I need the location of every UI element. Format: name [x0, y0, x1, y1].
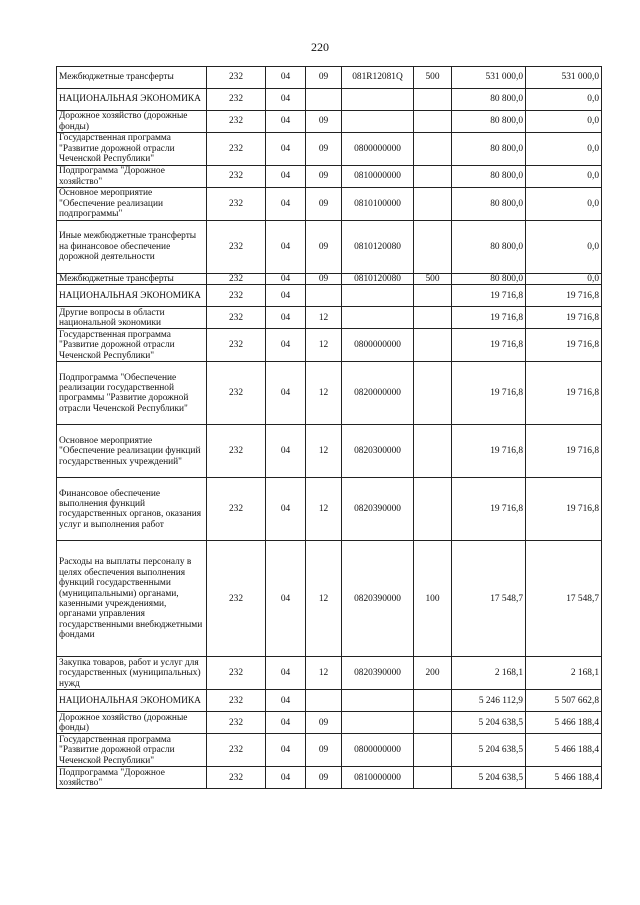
row-expense-type: 100 — [414, 541, 452, 657]
row-grbs-code: 232 — [207, 657, 266, 690]
row-grbs-code: 232 — [207, 541, 266, 657]
row-target-article — [342, 307, 414, 329]
row-expense-type: 500 — [414, 67, 452, 89]
row-target-article: 0800000000 — [342, 133, 414, 166]
row-section-code: 04 — [266, 712, 306, 734]
row-amount-year-2: 0,0 — [526, 221, 602, 274]
row-name: НАЦИОНАЛЬНАЯ ЭКОНОМИКА — [57, 690, 207, 712]
table-row — [57, 89, 602, 111]
row-target-article: 0800000000 — [342, 734, 414, 767]
row-name: Государственная программа "Развитие дорожной отрасли Чеченской Республики" — [57, 734, 207, 767]
row-amount-year-1: 19 716,8 — [452, 362, 526, 425]
row-amount-year-2: 19 716,8 — [526, 329, 602, 362]
row-name: Иные межбюджетные трансферты на финансовое обеспечение дорожной деятельности — [57, 221, 207, 274]
row-amount-year-1: 2 168,1 — [452, 657, 526, 690]
row-target-article: 0820000000 — [342, 362, 414, 425]
row-subsection-code: 09 — [306, 67, 342, 89]
row-subsection-code: 12 — [306, 329, 342, 362]
row-target-article: 0810000000 — [342, 166, 414, 188]
row-target-article: 0810120080 — [342, 221, 414, 274]
row-subsection-code — [306, 285, 342, 307]
table-row — [57, 329, 602, 362]
row-amount-year-1: 80 800,0 — [452, 221, 526, 274]
row-amount-year-2: 17 548,7 — [526, 541, 602, 657]
row-section-code: 04 — [266, 329, 306, 362]
row-amount-year-2: 5 466 188,4 — [526, 712, 602, 734]
row-expense-type: 500 — [414, 274, 452, 285]
row-grbs-code: 232 — [207, 67, 266, 89]
table-row — [57, 734, 602, 767]
row-expense-type — [414, 307, 452, 329]
table-row — [57, 712, 602, 734]
row-section-code: 04 — [266, 767, 306, 789]
row-name: Основное мероприятие "Обеспечение реализации подпрограммы" — [57, 188, 207, 221]
budget-table — [56, 66, 602, 789]
row-amount-year-2: 0,0 — [526, 166, 602, 188]
row-grbs-code: 232 — [207, 188, 266, 221]
row-target-article: 0810120080 — [342, 274, 414, 285]
row-subsection-code: 09 — [306, 734, 342, 767]
row-target-article — [342, 111, 414, 133]
row-amount-year-1: 80 800,0 — [452, 166, 526, 188]
row-name: Государственная программа "Развитие дорожной отрасли Чеченской Республики" — [57, 329, 207, 362]
row-target-article: 0820390000 — [342, 541, 414, 657]
row-amount-year-1: 19 716,8 — [452, 425, 526, 478]
row-amount-year-2: 19 716,8 — [526, 425, 602, 478]
row-name: Подпрограмма "Дорожное хозяйство" — [57, 767, 207, 789]
row-subsection-code: 09 — [306, 166, 342, 188]
row-grbs-code: 232 — [207, 111, 266, 133]
row-amount-year-1: 5 204 638,5 — [452, 712, 526, 734]
row-section-code: 04 — [266, 89, 306, 111]
row-subsection-code: 12 — [306, 541, 342, 657]
row-section-code: 04 — [266, 307, 306, 329]
row-section-code: 04 — [266, 133, 306, 166]
row-amount-year-2: 19 716,8 — [526, 362, 602, 425]
row-subsection-code: 09 — [306, 712, 342, 734]
row-grbs-code: 232 — [207, 133, 266, 166]
row-expense-type — [414, 111, 452, 133]
row-amount-year-1: 19 716,8 — [452, 307, 526, 329]
row-expense-type — [414, 425, 452, 478]
row-amount-year-1: 5 204 638,5 — [452, 767, 526, 789]
row-section-code: 04 — [266, 111, 306, 133]
row-name: Государственная программа "Развитие дорожной отрасли Чеченской Республики" — [57, 133, 207, 166]
row-grbs-code: 232 — [207, 478, 266, 541]
row-subsection-code — [306, 690, 342, 712]
row-target-article — [342, 690, 414, 712]
row-name: Другие вопросы в области национальной экономики — [57, 307, 207, 329]
row-name: НАЦИОНАЛЬНАЯ ЭКОНОМИКА — [57, 89, 207, 111]
table-row — [57, 425, 602, 478]
row-subsection-code: 09 — [306, 274, 342, 285]
row-section-code: 04 — [266, 274, 306, 285]
table-row — [57, 307, 602, 329]
row-grbs-code: 232 — [207, 734, 266, 767]
row-amount-year-2: 5 466 188,4 — [526, 767, 602, 789]
row-target-article: 081R12081Q — [342, 67, 414, 89]
row-expense-type — [414, 329, 452, 362]
row-name: Дорожное хозяйство (дорожные фонды) — [57, 111, 207, 133]
row-expense-type — [414, 734, 452, 767]
row-grbs-code: 232 — [207, 690, 266, 712]
row-amount-year-2: 0,0 — [526, 274, 602, 285]
row-subsection-code: 12 — [306, 362, 342, 425]
row-amount-year-2: 0,0 — [526, 188, 602, 221]
row-name: Финансовое обеспечение выполнения функций государственных органов, оказания услуг и выполнения работ — [57, 478, 207, 541]
row-grbs-code: 232 — [207, 362, 266, 425]
row-amount-year-1: 80 800,0 — [452, 111, 526, 133]
table-row — [57, 478, 602, 541]
row-grbs-code: 232 — [207, 274, 266, 285]
table-row — [57, 690, 602, 712]
row-name: Подпрограмма "Обеспечение реализации государственной программы "Развитие дорожной отрасли Чеченской Республики" — [57, 362, 207, 425]
row-expense-type — [414, 188, 452, 221]
row-section-code: 04 — [266, 734, 306, 767]
row-amount-year-1: 5 204 638,5 — [452, 734, 526, 767]
row-name: Дорожное хозяйство (дорожные фонды) — [57, 712, 207, 734]
row-expense-type — [414, 362, 452, 425]
row-target-article: 0810100000 — [342, 188, 414, 221]
row-grbs-code: 232 — [207, 712, 266, 734]
row-grbs-code: 232 — [207, 307, 266, 329]
row-name: Закупка товаров, работ и услуг для государственных (муниципальных) нужд — [57, 657, 207, 690]
row-name: Межбюджетные трансферты — [57, 67, 207, 89]
row-section-code: 04 — [266, 690, 306, 712]
table-row — [57, 285, 602, 307]
row-amount-year-2: 531 000,0 — [526, 67, 602, 89]
row-subsection-code: 12 — [306, 307, 342, 329]
row-amount-year-1: 19 716,8 — [452, 478, 526, 541]
row-expense-type — [414, 89, 452, 111]
row-subsection-code: 09 — [306, 221, 342, 274]
row-amount-year-2: 19 716,8 — [526, 285, 602, 307]
row-amount-year-1: 19 716,8 — [452, 329, 526, 362]
row-amount-year-1: 80 800,0 — [452, 133, 526, 166]
table-row — [57, 657, 602, 690]
page-number: 220 — [311, 40, 329, 54]
row-amount-year-2: 19 716,8 — [526, 307, 602, 329]
row-target-article: 0820300000 — [342, 425, 414, 478]
row-amount-year-1: 80 800,0 — [452, 274, 526, 285]
row-subsection-code: 09 — [306, 188, 342, 221]
row-expense-type — [414, 478, 452, 541]
table-row — [57, 133, 602, 166]
table-row — [57, 111, 602, 133]
table-row — [57, 188, 602, 221]
budget-table-body — [57, 67, 602, 789]
row-amount-year-1: 17 548,7 — [452, 541, 526, 657]
row-amount-year-1: 80 800,0 — [452, 89, 526, 111]
row-amount-year-2: 5 466 188,4 — [526, 734, 602, 767]
row-amount-year-1: 531 000,0 — [452, 67, 526, 89]
row-target-article: 0800000000 — [342, 329, 414, 362]
row-section-code: 04 — [266, 285, 306, 307]
row-grbs-code: 232 — [207, 166, 266, 188]
table-row — [57, 67, 602, 89]
row-target-article — [342, 285, 414, 307]
row-subsection-code: 09 — [306, 767, 342, 789]
row-expense-type — [414, 767, 452, 789]
row-amount-year-2: 2 168,1 — [526, 657, 602, 690]
row-amount-year-1: 19 716,8 — [452, 285, 526, 307]
row-section-code: 04 — [266, 478, 306, 541]
row-section-code: 04 — [266, 362, 306, 425]
row-amount-year-1: 80 800,0 — [452, 188, 526, 221]
row-grbs-code: 232 — [207, 285, 266, 307]
row-name: НАЦИОНАЛЬНАЯ ЭКОНОМИКА — [57, 285, 207, 307]
row-amount-year-2: 0,0 — [526, 133, 602, 166]
row-target-article: 0810000000 — [342, 767, 414, 789]
row-grbs-code: 232 — [207, 329, 266, 362]
table-row — [57, 274, 602, 285]
row-name: Основное мероприятие "Обеспечение реализации функций государственных учреждений" — [57, 425, 207, 478]
row-grbs-code: 232 — [207, 89, 266, 111]
row-section-code: 04 — [266, 188, 306, 221]
row-grbs-code: 232 — [207, 425, 266, 478]
row-grbs-code: 232 — [207, 221, 266, 274]
row-expense-type — [414, 690, 452, 712]
table-row — [57, 166, 602, 188]
row-amount-year-2: 5 507 662,8 — [526, 690, 602, 712]
row-name: Расходы на выплаты персоналу в целях обеспечения выполнения функций государственными (муниципальными) органами, казенными учреждениями, органами управления государственными внебюджетными фондами — [57, 541, 207, 657]
row-section-code: 04 — [266, 425, 306, 478]
row-subsection-code: 12 — [306, 657, 342, 690]
row-expense-type — [414, 285, 452, 307]
row-subsection-code: 09 — [306, 133, 342, 166]
row-section-code: 04 — [266, 541, 306, 657]
row-expense-type: 200 — [414, 657, 452, 690]
row-expense-type — [414, 221, 452, 274]
row-expense-type — [414, 133, 452, 166]
row-target-article — [342, 712, 414, 734]
row-subsection-code — [306, 89, 342, 111]
row-subsection-code: 12 — [306, 425, 342, 478]
row-amount-year-2: 19 716,8 — [526, 478, 602, 541]
table-row — [57, 541, 602, 657]
row-subsection-code: 09 — [306, 111, 342, 133]
row-subsection-code: 12 — [306, 478, 342, 541]
row-target-article: 0820390000 — [342, 657, 414, 690]
row-name: Подпрограмма "Дорожное хозяйство" — [57, 166, 207, 188]
row-expense-type — [414, 712, 452, 734]
table-row — [57, 221, 602, 274]
row-name: Межбюджетные трансферты — [57, 274, 207, 285]
row-section-code: 04 — [266, 166, 306, 188]
row-target-article: 0820390000 — [342, 478, 414, 541]
table-row — [57, 767, 602, 789]
row-expense-type — [414, 166, 452, 188]
row-target-article — [342, 89, 414, 111]
row-section-code: 04 — [266, 221, 306, 274]
row-amount-year-2: 0,0 — [526, 111, 602, 133]
row-section-code: 04 — [266, 657, 306, 690]
row-amount-year-2: 0,0 — [526, 89, 602, 111]
row-grbs-code: 232 — [207, 767, 266, 789]
row-section-code: 04 — [266, 67, 306, 89]
table-row — [57, 362, 602, 425]
row-amount-year-1: 5 246 112,9 — [452, 690, 526, 712]
